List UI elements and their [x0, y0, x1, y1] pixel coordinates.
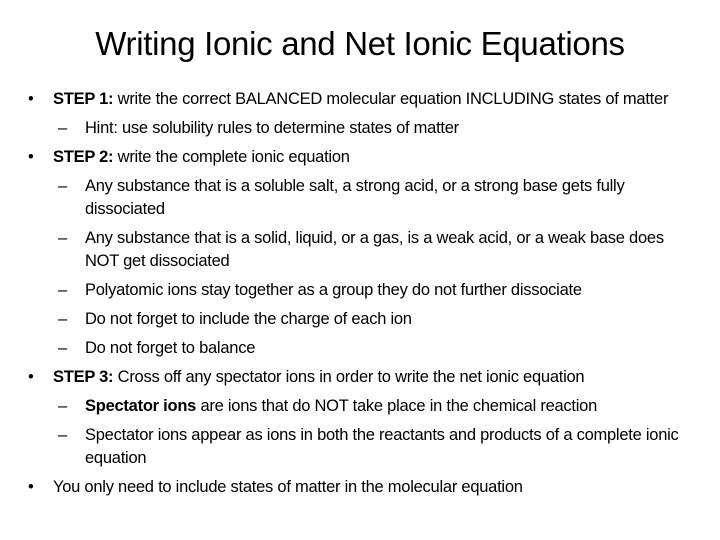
sub-bullet-marker: – [58, 426, 67, 444]
step-1-label: STEP 1: [53, 90, 114, 108]
polyatomic-text: Polyatomic ions stay together as a group they do not further dissociate [85, 281, 582, 299]
sub-bullet-marker: – [58, 119, 67, 137]
bullet-marker: • [28, 478, 34, 496]
spectator-definition-text: are ions that do NOT take place in the chemical reaction [196, 397, 598, 415]
sub-bullet-marker: – [58, 177, 67, 195]
step-1-text: write the correct BALANCED molecular equation INCLUDING states of matter [113, 90, 669, 108]
bullet-step-2 [28, 146, 700, 169]
sub-bullet-spectator-appear [28, 424, 700, 470]
balance-text: Do not forget to balance [85, 339, 256, 357]
final-note-text: You only need to include states of matter in the molecular equation [53, 478, 523, 496]
bullet-final-note [28, 476, 700, 499]
sub-bullet-marker: – [58, 229, 67, 247]
step-3-text: Cross off any spectator ions in order to write the net ionic equation [113, 368, 585, 386]
step-2-text: write the complete ionic equation [113, 148, 350, 166]
sub-bullet-marker: – [58, 397, 67, 415]
spectator-ions-label: Spectator ions [85, 397, 197, 415]
not-dissociated-text: Any substance that is a solid, liquid, or a gas, is a weak acid, or a weak base does NOT get dissociated [85, 229, 664, 270]
sub-bullet-polyatomic [28, 279, 700, 302]
charge-text: Do not forget to include the charge of each ion [85, 310, 412, 328]
sub-bullet-balance [28, 337, 700, 360]
bullet-marker: • [28, 368, 34, 386]
bullet-step-3 [28, 366, 700, 389]
sub-bullet-marker: – [58, 339, 67, 357]
slide-title: Writing Ionic and Net Ionic Equations [95, 25, 625, 62]
sub-bullet-spectator-definition [28, 395, 700, 418]
sub-bullet-soluble [28, 175, 700, 221]
bullet-marker: • [28, 148, 34, 166]
bullet-step-1 [28, 88, 700, 111]
soluble-text: Any substance that is a soluble salt, a strong acid, or a strong base gets fully dissociated [85, 177, 625, 218]
sub-bullet-marker: – [58, 310, 67, 328]
spectator-appear-text: Spectator ions appear as ions in both the reactants and products of a complete ionic equation [85, 426, 679, 467]
sub-bullet-charge [28, 308, 700, 331]
bullet-marker: • [28, 90, 34, 108]
sub-bullet-hint [28, 117, 700, 140]
sub-bullet-not-dissociated [28, 227, 700, 273]
slide-content [28, 88, 700, 505]
step-2-label: STEP 2: [53, 148, 114, 166]
sub-bullet-marker: – [58, 281, 67, 299]
step-3-label: STEP 3: [53, 368, 114, 386]
hint-text: Hint: use solubility rules to determine states of matter [85, 119, 459, 137]
